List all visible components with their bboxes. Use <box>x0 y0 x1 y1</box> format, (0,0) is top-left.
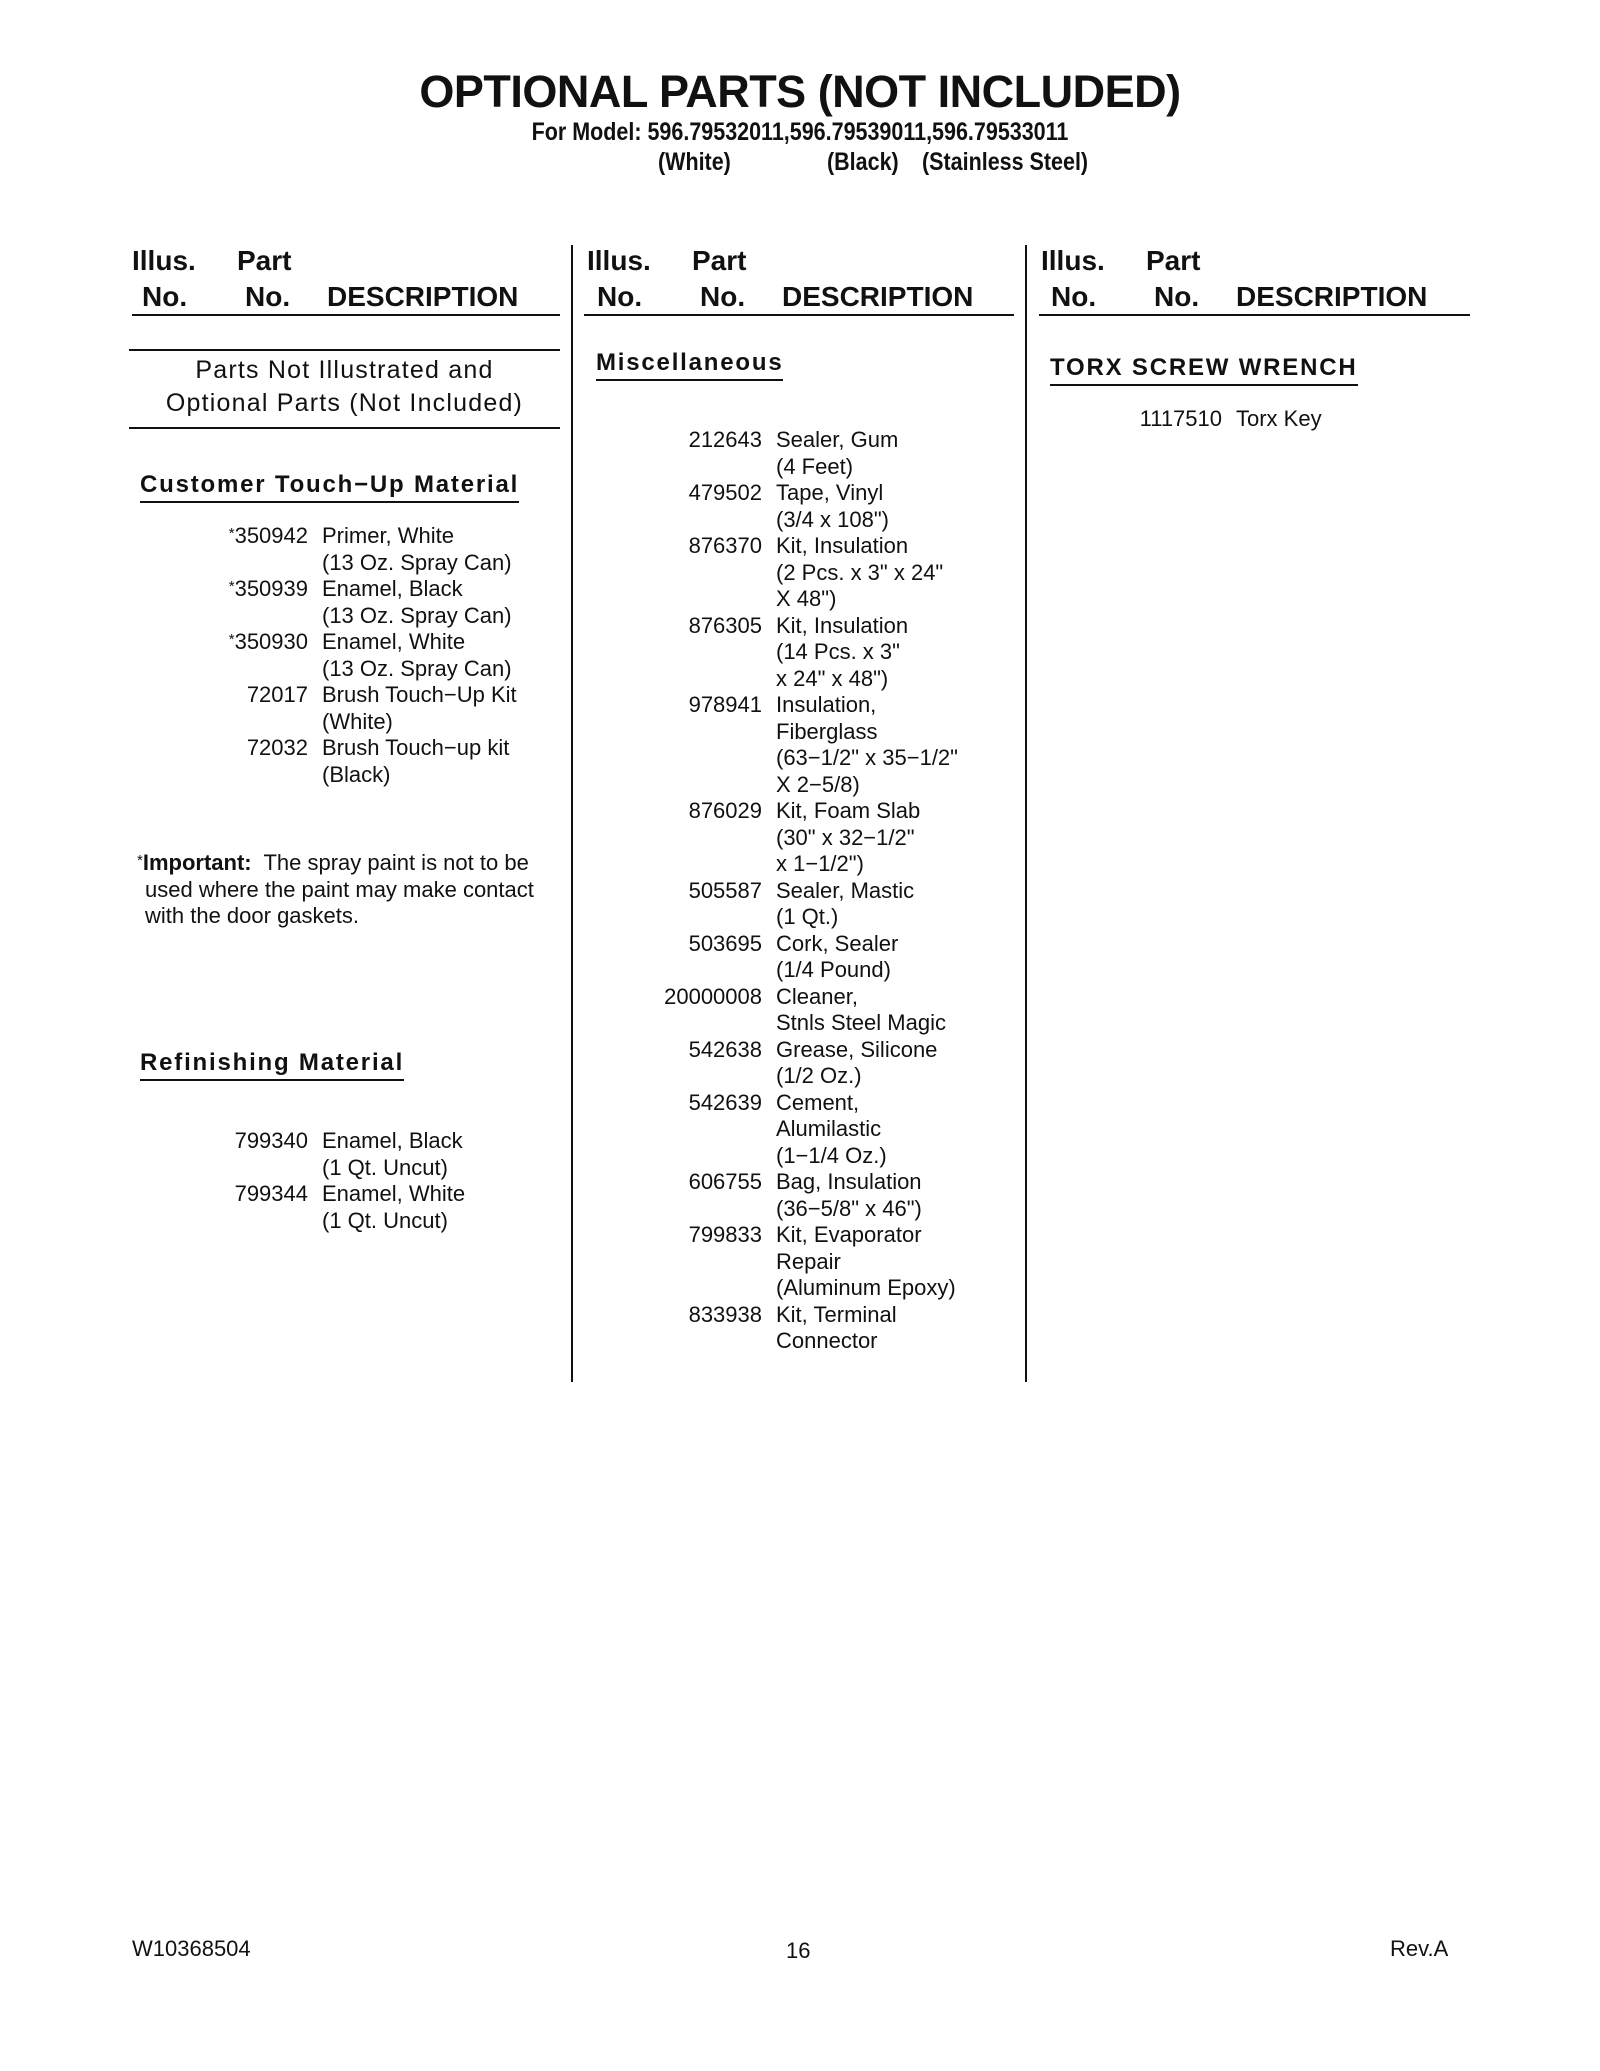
list-item <box>590 878 958 931</box>
list-item <box>140 1181 465 1234</box>
part-number: 72017 <box>246 682 308 707</box>
part-description: Enamel, White (1 Qt. Uncut) <box>322 1181 466 1233</box>
column-header-2 <box>587 245 1032 315</box>
part-number: 20000008 <box>664 983 762 1009</box>
header-rule <box>1039 314 1470 316</box>
part-description: Primer, White (13 Oz. Spray Can) <box>322 523 512 575</box>
part-description: Insulation, Fiberglass (63−1/2" x 35−1/2" X 2−5/8) <box>776 692 958 797</box>
header-illus-no: No. <box>1051 281 1097 312</box>
list-item <box>590 1222 958 1302</box>
parts-note-line2: Optional Parts (Not Included) <box>165 389 524 417</box>
list-item <box>590 692 958 798</box>
part-description: Kit, Foam Slab (30" x 32−1/2" x 1−1/2") <box>776 798 921 876</box>
color-white-label: (White) <box>658 148 731 176</box>
header-illus: Illus. <box>587 245 651 276</box>
parts-note-line1: Parts Not Illustrated and <box>195 356 494 384</box>
list-item <box>140 629 517 682</box>
part-number: 876029 <box>688 798 762 823</box>
important-label: Important: <box>142 850 252 875</box>
header-description: DESCRIPTION <box>1236 281 1428 312</box>
list-item <box>590 480 958 533</box>
list-item <box>590 984 958 1037</box>
footer-page-number: 16 <box>786 1938 811 1963</box>
list-item <box>140 576 517 629</box>
list-item <box>590 533 958 613</box>
part-number: 350942 <box>234 523 308 548</box>
part-description: Kit, Insulation (2 Pcs. x 3" x 24" X 48") <box>776 533 944 611</box>
part-number: 212643 <box>688 427 762 452</box>
list-item <box>590 1169 958 1222</box>
part-description: Cork, Sealer (1/4 Pound) <box>776 930 899 982</box>
list-item <box>1050 406 1322 433</box>
part-number: 479502 <box>688 480 762 505</box>
part-number: 503695 <box>688 930 762 956</box>
part-number: 350930 <box>234 629 308 654</box>
part-number: 606755 <box>688 1169 762 1194</box>
page-title: OPTIONAL PARTS (NOT INCLUDED) <box>419 66 1181 117</box>
list-item <box>140 682 517 735</box>
header-part-no: No. <box>1154 281 1200 312</box>
header-part: Part <box>692 245 747 276</box>
part-number: 72032 <box>246 735 308 760</box>
part-number: 799344 <box>234 1181 308 1206</box>
part-description: Sealer, Gum (4 Feet) <box>776 427 899 479</box>
part-number: 799340 <box>234 1128 308 1153</box>
note-top-rule <box>129 349 560 351</box>
part-number: 876305 <box>688 612 762 638</box>
part-number: 833938 <box>688 1301 762 1327</box>
section-title-touchup: Customer Touch−Up Material <box>140 471 519 503</box>
part-number: 876370 <box>688 533 762 558</box>
part-description: Kit, Terminal Connector <box>776 1301 897 1353</box>
header-illus: Illus. <box>1041 245 1105 276</box>
torx-items <box>1050 406 1322 433</box>
asterisk-marker: * <box>228 578 235 595</box>
part-number: 505587 <box>688 877 762 903</box>
color-stainless-label: (Stainless Steel) <box>922 148 1089 176</box>
header-illus-no: No. <box>597 281 643 312</box>
part-description: Cement, Alumilastic (1−1/4 Oz.) <box>776 1089 887 1168</box>
column-divider-1 <box>571 245 573 1382</box>
part-description: Torx Key <box>1236 406 1322 431</box>
list-item <box>590 1302 958 1355</box>
section-title-refinishing: Refinishing Material <box>140 1049 404 1081</box>
part-number: 1117510 <box>1139 406 1222 431</box>
part-number: 978941 <box>688 692 762 717</box>
refinishing-items <box>140 1128 465 1234</box>
section-title-torx: TORX SCREW WRENCH <box>1050 354 1358 386</box>
part-number: 542639 <box>688 1089 762 1115</box>
asterisk-marker: * <box>228 631 235 648</box>
header-part: Part <box>237 245 292 276</box>
header-illus-no: No. <box>142 281 188 312</box>
header-part-no: No. <box>700 281 746 312</box>
important-text: The spray paint is not to be used where the paint may make contact with the door gaskets. <box>145 850 534 928</box>
header-part-no: No. <box>245 281 291 312</box>
list-item <box>590 1037 958 1090</box>
header-illus: Illus. <box>132 245 196 276</box>
footer-revision: Rev.A <box>1390 1936 1449 1961</box>
list-item <box>140 523 517 576</box>
part-number: 350939 <box>234 576 308 601</box>
list-item <box>140 1128 465 1181</box>
list-item <box>590 427 958 480</box>
color-black-label: (Black) <box>827 148 899 176</box>
header-description: DESCRIPTION <box>782 281 974 312</box>
part-description: Enamel, Black (13 Oz. Spray Can) <box>322 576 512 628</box>
part-description: Cleaner, Stnls Steel Magic <box>776 983 946 1035</box>
column-divider-2 <box>1025 245 1027 1382</box>
list-item <box>590 931 958 984</box>
note-bottom-rule <box>129 427 560 429</box>
part-description: Tape, Vinyl (3/4 x 108") <box>776 480 889 532</box>
part-number: 799833 <box>688 1222 762 1247</box>
list-item <box>140 735 517 788</box>
touchup-items <box>140 523 517 788</box>
part-description: Sealer, Mastic (1 Qt.) <box>776 877 915 929</box>
miscellaneous-items <box>590 427 958 1355</box>
asterisk-marker: * <box>228 525 235 542</box>
part-description: Enamel, White (13 Oz. Spray Can) <box>322 629 512 681</box>
header-rule <box>584 314 1014 316</box>
column-header-3 <box>1041 245 1486 315</box>
part-description: Kit, Evaporator Repair (Aluminum Epoxy) <box>776 1222 956 1300</box>
part-description: Grease, Silicone (1/2 Oz.) <box>776 1036 938 1088</box>
parts-note <box>129 354 560 420</box>
part-description: Brush Touch−up kit (Black) <box>322 735 510 787</box>
important-note <box>137 850 545 930</box>
part-description: Kit, Insulation (14 Pcs. x 3" x 24" x 48") <box>776 612 909 691</box>
model-line: For Model: 596.79532011,596.79539011,596.79533011 <box>531 118 1069 146</box>
part-description: Bag, Insulation (36−5/8" x 46") <box>776 1169 922 1221</box>
header-description: DESCRIPTION <box>327 281 519 312</box>
section-title-miscellaneous: Miscellaneous <box>596 349 783 381</box>
part-description: Brush Touch−Up Kit (White) <box>322 682 517 734</box>
list-item <box>590 798 958 878</box>
part-description: Enamel, Black (1 Qt. Uncut) <box>322 1128 463 1180</box>
asterisk-marker: * <box>137 852 143 869</box>
footer-doc-number: W10368504 <box>132 1936 251 1961</box>
header-rule <box>132 314 560 316</box>
part-number: 542638 <box>688 1036 762 1062</box>
list-item <box>590 613 958 693</box>
header-part: Part <box>1146 245 1201 276</box>
column-header-1 <box>132 245 577 315</box>
list-item <box>590 1090 958 1170</box>
